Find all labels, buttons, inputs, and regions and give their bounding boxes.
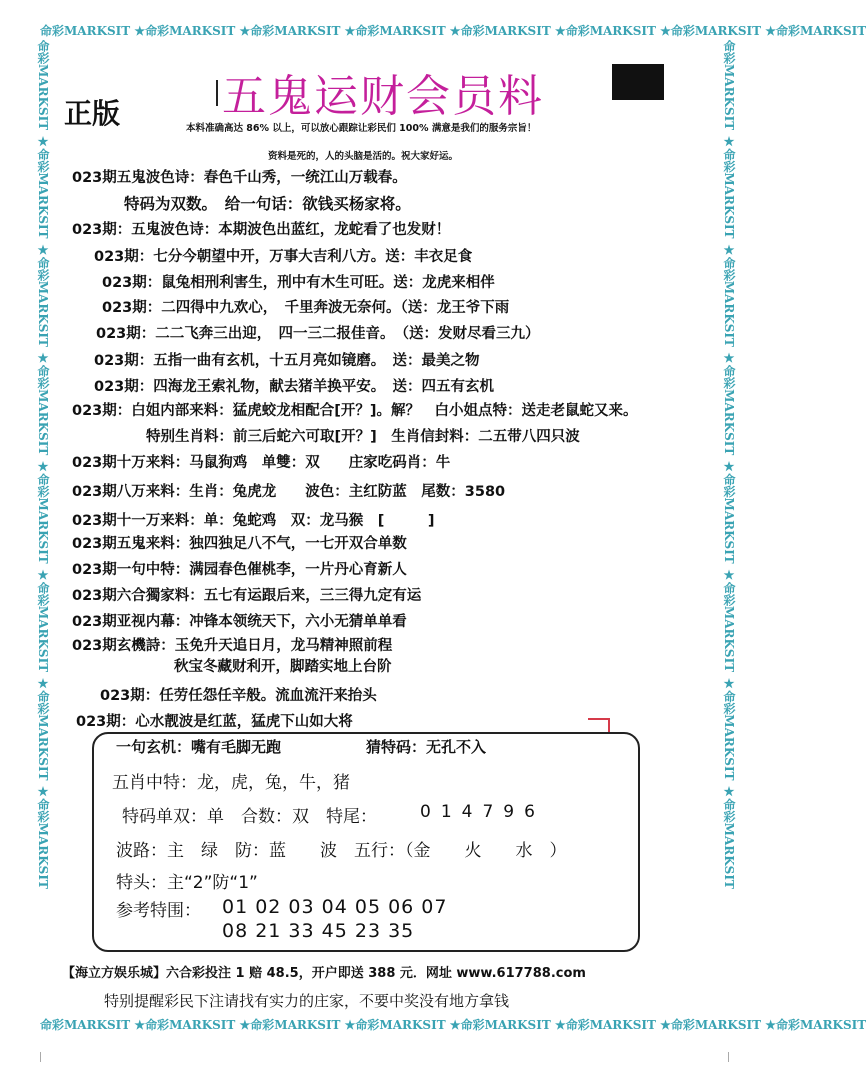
watermark-left: 命彩MARKSIT ★命彩MARKSIT ★命彩MARKSIT ★命彩MARKSIT ★命彩MARKSIT ★命彩MARKSIT ★命彩MARKSIT ★命彩MARKSIT [36, 40, 50, 889]
watermark-right: 命彩MARKSIT ★命彩MARKSIT ★命彩MARKSIT ★命彩MARKSIT ★命彩MARKSIT ★命彩MARKSIT ★命彩MARKSIT ★命彩MARKSIT [722, 40, 736, 889]
subtitle-motto: 资料是死的，人的头脑是活的。祝大家好运。 [268, 151, 459, 162]
box-xuanji: 一句玄机：嘴有毛脚无跑 [116, 738, 282, 756]
title-divider [216, 80, 218, 106]
box-cankao-label: 参考特围： [116, 901, 201, 921]
line-19: 023期玄機詩：玉免升天追日月，龙马精神照前程 [72, 638, 393, 654]
line-22: 023期：心水靓波是红蓝，猛虎下山如大将 [76, 714, 353, 730]
line-6: 023期：二四得中九欢心， 千里奔波无奈何。（送：龙王爷下雨 [102, 300, 510, 316]
watermark-top: 命彩MARKSIT ★命彩MARKSIT ★命彩MARKSIT ★命彩MARKSIT ★命彩MARKSIT ★命彩MARKSIT ★命彩MARKSIT ★命彩MARKSIT [40, 24, 866, 38]
box-cankao-row2: 08 21 33 45 23 35 [222, 920, 415, 942]
line-1: 023期五鬼波色诗：春色千山秀，一统江山万载春。 [72, 170, 407, 186]
line-20: 秋宝冬藏财利开，脚踏实地上台阶 [174, 659, 392, 675]
line-10: 023期：白姐内部来料：猛虎蛟龙相配合[开？]。解？ 白小姐点特：送走老鼠蛇又来。 [72, 403, 638, 419]
line-14: 023期十一万来料：单：兔蛇鸡 双：龙马猴 [ ] [72, 513, 435, 529]
line-8: 023期：五指一曲有玄机，十五月亮如镜磨。 送：最美之物 [94, 353, 480, 369]
box-tewei: 014796 [420, 802, 545, 822]
stamp-block [612, 64, 664, 100]
box-wuxiao: 五肖中特：龙，虎，兔，牛，猪 [112, 773, 350, 793]
footer-ad: 【海立方娱乐城】六合彩投注 1 赔 48.5，开户即送 388 元．网址 www.617788.com [62, 966, 586, 981]
page-title: 五鬼运财会员料 [222, 71, 544, 122]
subtitle-accuracy: 本料准确高达 86% 以上，可以放心跟踪让彩民们 100% 满意是我们的服务宗旨！ [186, 123, 537, 134]
line-18: 023期亚视内幕：冲锋本领统天下，六小无猜单单看 [72, 614, 407, 630]
line-5: 023期：鼠兔相刑利害生，刑中有木生可旺。送：龙虎来相伴 [102, 275, 495, 291]
box-bolu: 波路：主 绿 防：蓝 波 五行：（金 火 水 ） [116, 841, 567, 861]
box-cankao-row1: 01 02 03 04 05 06 07 [222, 896, 448, 918]
box-danshuang: 特码单双：单 合数：双 特尾： [122, 807, 377, 827]
edition-label: 正版 [64, 97, 121, 130]
side-stamp [598, 64, 676, 100]
corner-tick-left [40, 1052, 41, 1062]
line-7: 023期：二二飞奔三出迎， 四一三二报佳音。 （送：发财尽看三九） [96, 326, 540, 342]
footer-warning: 特别提醒彩民下注请找有实力的庄家，不要中奖没有地方拿钱 [104, 992, 510, 1010]
line-2: 特码为双数。 给一句话：欲钱买杨家将。 [124, 195, 411, 213]
line-17: 023期六合獨家料：五七有运跟后来，三三得九定有运 [72, 588, 422, 604]
line-3: 023期：五鬼波色诗：本期波色出蓝红，龙蛇看了也发财！ [72, 222, 451, 238]
line-16: 023期一句中特：满园春色催桃李，一片丹心育新人 [72, 562, 407, 578]
box-caite: 猜特码：无孔不入 [366, 738, 487, 756]
line-15: 023期五鬼来料：独四独足八不气，一七开双合单数 [72, 536, 407, 552]
corner-tick-right [728, 1052, 729, 1062]
line-11: 特别生肖料：前三后蛇六可取[开？] 生肖信封料：二五带八四只波 [146, 429, 580, 445]
line-4: 023期：七分今朝望中开，万事大吉利八方。送：丰衣足食 [94, 249, 473, 265]
line-9: 023期：四海龙王索礼物，献去猪羊换平安。 送：四五有玄机 [94, 379, 495, 395]
line-21: 023期：任劳任怨任辛般。流血流汗来抬头 [100, 688, 377, 704]
line-13: 023期八万来料：生肖：兔虎龙 波色：主红防蓝 尾数：3580 [72, 484, 506, 500]
watermark-bottom: 命彩MARKSIT ★命彩MARKSIT ★命彩MARKSIT ★命彩MARKSIT ★命彩MARKSIT ★命彩MARKSIT ★命彩MARKSIT ★命彩MARKSIT [40, 1018, 866, 1032]
pink-mark [588, 718, 610, 732]
box-tetou: 特头：主“2”防“1” [116, 873, 258, 893]
line-12: 023期十万来料：马鼠狗鸡 单雙：双 庄家吃码肖：牛 [72, 455, 451, 471]
